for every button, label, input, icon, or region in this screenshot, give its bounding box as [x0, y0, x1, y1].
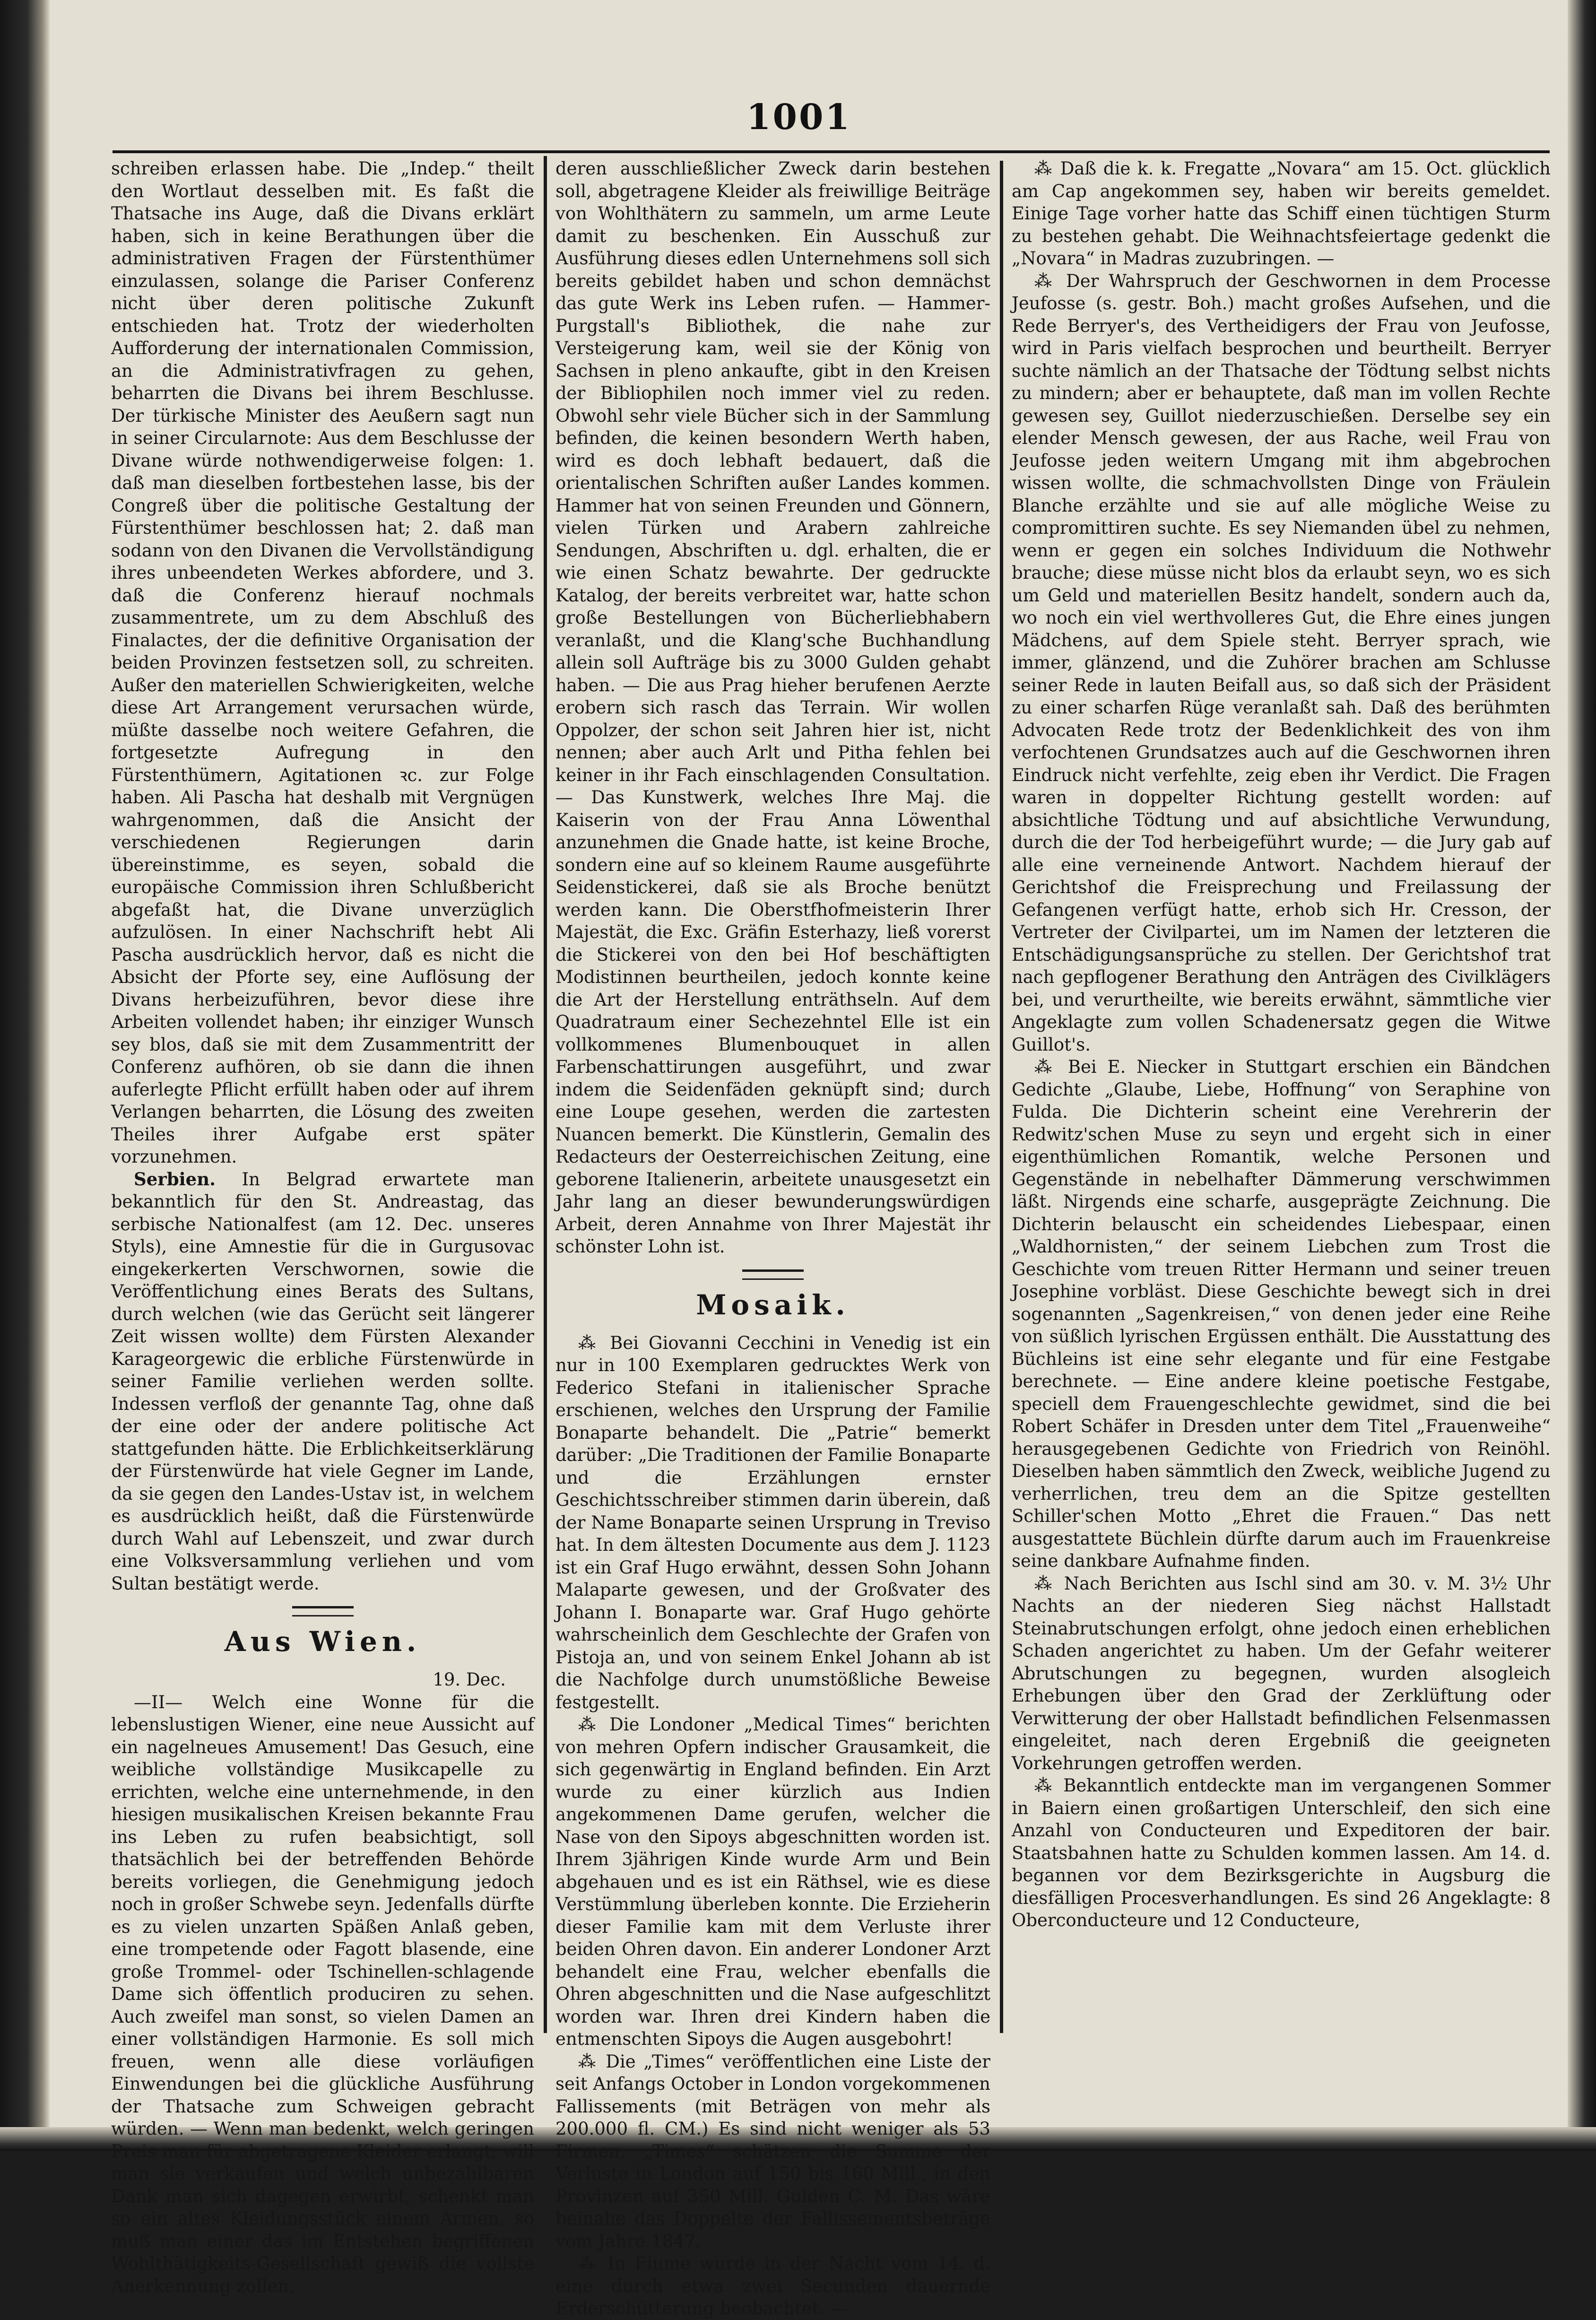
- article-paragraph: ⁂ Daß die k. k. Fregatte „Novara“ am 15. Oct. glücklich am Cap angekommen sey, haben wir bereits gemeldet. Einige Tage vorher hatte das Schiff einen tüchtigen Sturm zu bestehen gehabt. Die Weihnachtsfeiertage gedenkt die „Novara“ in Madras zuzubringen. —: [1012, 158, 1551, 269]
- column-middle: [555, 157, 990, 2319]
- article-paragraph: schreiben erlassen habe. Die „Indep.“ theilt den Wortlaut desselben mit. Es faßt die Thatsache ins Auge, daß die Divans erklärt haben, sich in keine Berathungen über die administrativen Fragen der Fürstenthümer einzulassen, solange die Pariser Conferenz nicht über deren politische Zukunft entschieden hat. Trotz der wiederholten Aufforderung der internationalen Commission, an die Administrativfragen zu gehen, beharrten die Divans bei ihrem Beschlusse. Der türkische Minister des Aeußern sagt nun in seiner Circularnote: Aus dem Beschlusse der Divane würde nothwendigerweise folgen: 1. daß man dieselben fortbestehen lasse, bis der Congreß über die politische Gestaltung der Fürstenthümer beschlossen hat; 2. daß man sodann von den Divanen die Vervollständigung ihres unbeendeten Werkes abfordere, und 3. daß die Conferenz hierauf nochmals zusammentrete, um zu dem Abschluß des Finalactes, der die definitive Organisation der beiden Provinzen festsetzen soll, zu schreiten. Außer den materiellen Schwierigkeiten, welche diese Art Arrangement verursachen würde, müßte dasselbe noch weitere Gefahren, die fortgesetzte Aufregung in den Fürstenthümern, Agitationen ꝛc. zur Folge haben. Ali Pascha hat deshalb mit Vergnügen wahrgenommen, daß die Ansicht der verschiedenen Regierungen darin übereinstimme, es seyen, sobald die europäische Commission ihren Schlußbericht abgefaßt hat, die Divane unverzüglich aufzulösen. In einer Nachschrift hebt Ali Pascha ausdrücklich hervor, daß es nicht die Absicht der Pforte sey, eine Auflösung der Divans herbeizuführen, bevor diese ihre Arbeiten vollendet haben; ihr einziger Wunsch sey blos, daß sie mit dem Zusammentritt der Conferenz aufhören, ob sie dann die ihnen auferlegte Pflicht erfüllt haben oder auf ihrem Verlangen beharrten, die Lösung des zweiten Theiles ihrer Aufgabe erst später vorzunehmen.: [111, 158, 534, 1167]
- heading-rule: [292, 1615, 354, 1616]
- article-paragraph: ⁂ Nach Berichten aus Ischl sind am 30. v. M. 3½ Uhr Nachts an der niederen Sieg nächst Hallstadt Steinabrutschungen erfolgt, ohne jedoch einen erheblichen Schaden angerichtet zu haben. Um der Gefahr weiterer Abrutschungen zu begegnen, wurden alsogleich Erhebungen über den Grad der Zerklüftung oder Verwitterung der ober Hallstadt befindlichen Felsenmassen eingeleitet, nach deren Ergebniß die geeigneten Vorkehrungen getroffen werden.: [1012, 1573, 1551, 1773]
- article-paragraph: —II— Welch eine Wonne für die lebenslustigen Wiener, eine neue Aussicht auf ein nagelneues Amusement! Das Gesuch, eine weibliche vollständige Musikcapelle zu errichten, welche eine unternehmende, in den hiesigen musikalischen Kreisen bekannte Frau ins Leben zu rufen beabsichtigt, soll thatsächlich bei der betreffenden Behörde bereits vorliegen, die Genehmigung jedoch noch in großer Schwebe seyn. Jedenfalls dürfte es zu vielen unzarten Späßen Anlaß geben, eine trompetende oder Fagott blasende, eine große Trommel- oder Tschinellen-schlagende Dame sich öffentlich produciren zu sehen. Auch zweifel man sonst, so vielen Damen an einer vollständigen Harmonie. Es soll mich freuen, wenn alle diese vorläufigen Einwendungen bei die glückliche Ausführung der Thatsache zum Schweigen gebracht würden. — Wenn man bedenkt, welch geringen Preis man für abgetragene Kleider erlangt, will man sie verkaufen und welch unbezahlbaren Dank man sich dagegen erwirbt, schenkt man so ein altes Kleidungsstück einem Armen, so muß man einer das im Entstehen begriffenen Wohlthätigkeits-Gesellschaft gewiß die vollste Anerkennung zollen,: [111, 1692, 534, 2296]
- article-paragraph: ⁂ Bekanntlich entdeckte man im vergangenen Sommer in Baiern einen großartigen Unterschleif, den sich eine Anzahl von Conducteuren und Expeditoren der bair. Staatsbahnen hatte zu Schulden kommen lassen. Am 14. d. begannen vor dem Bezirksgerichte in Augsburg die diesfälligen Procesverhandlungen. Es sind 26 Angeklagte: 8 Oberconducteure und 12 Conducteure,: [1012, 1775, 1551, 1930]
- heading-rule: [742, 1278, 804, 1280]
- page-number: 1001: [746, 97, 851, 138]
- article-paragraph: ⁂ Die Londoner „Medical Times“ berichten von mehren Opfern indischer Grausamkeit, die sich gegenwärtig in England befinden. Ein Arzt wurde zu einer kürzlich aus Indien angekommenen Dame gerufen, welcher die Nase von den Sipoys abgeschnitten worden ist. Ihrem 3jährigen Kinde wurde Arm und Bein abgehauen und es ist ein Räthsel, wie es diese Verstümmlung überleben konnte. Die Erzieherin dieser Familie kam mit dem Verluste ihrer beiden Ohren davon. Ein anderer Londoner Arzt behandelt eine Frau, welcher ebenfalls die Ohren abgeschnitten und die Nase aufgeschlitzt worden war. Ihren drei Kindern haben die entmenschten Sipoys die Augen ausgebohrt!: [555, 1714, 990, 2049]
- section-heading: Mosaik.: [696, 1288, 850, 1321]
- paragraph-text: In Belgrad erwartete man bekanntlich für den St. Andreastag, das serbische Nationalfest (am 12. Dec. unseres Styls), eine Amnestie für die in Gurgusovac eingekerkerten Verschwornen, sowie die Veröffentlichung eines Berats des Sultans, durch welchen (wie das Gerücht seit längerer Zeit wissen wollte) dem Fürsten Alexander Karageorgewic die erbliche Fürstenwürde in seiner Familie verliehen werden sollte. Indessen verfloß der genannte Tag, ohne daß der eine oder der andere politische Act stattgefunden hätte. Die Erblichkeitserklärung der Fürstenwürde hat viele Gegner im Lande, da sie gegen den Landes-Ustav ist, in welchem es ausdrücklich heißt, daß die Fürstenwürde durch Wahl auf Lebenszeit, und zwar durch eine Volksversammlung verliehen und vom Sultan bestätigt werde.: [111, 1169, 534, 1594]
- column-rule-left: [544, 156, 547, 2033]
- article-paragraph: ⁂ Bei Giovanni Cecchini in Venedig ist ein nur in 100 Exemplaren gedrucktes Werk von Federico Stefani in italienischer Sprache erschienen, welches den Ursprung der Familie Bonaparte behandelt. Die „Patrie“ bemerkt darüber: „Die Traditionen der Familie Bonaparte und die Erzählungen ernster Geschichtsschreiber stimmen darin überein, daß der Name Bonaparte seinen Ursprung in Treviso hat. In dem ältesten Documente aus dem J. 1123 ist ein Graf Hugo erwähnt, dessen Sohn Johann Malaparte gewesen, und der Großvater des Johann I. Bonaparte war. Graf Hugo gehörte wahrscheinlich dem Geschlechte der Grafen von Pistoja an, und von seinem Enkel Johann ab ist die Nachfolge durch unumstößliche Beweise festgestellt.: [555, 1332, 990, 1712]
- binding-shadow: [0, 0, 50, 2151]
- article-paragraph: ⁂ In Fiume wurde in der Nacht vom 14. d. eine durch etwa zwei Secunden dauernde Erderschütterung beobachtet. —: [555, 2253, 990, 2319]
- heading-rule: [292, 1606, 354, 1608]
- dateline: 19. Dec.: [433, 1669, 506, 1690]
- article-paragraph: [111, 1168, 534, 1595]
- column-right: [1012, 157, 1551, 2086]
- section-lead: Serbien.: [134, 1168, 216, 1190]
- column-left: [111, 157, 534, 2296]
- heading-rule: [742, 1269, 804, 1272]
- article-paragraph: ⁂ Der Wahrspruch der Geschwornen in dem Processe Jeufosse (s. gestr. Boh.) macht großes Aufsehen, und die Rede Berryer's, des Vertheidigers der Frau von Jeufosse, wird in Paris vielfach besprochen und beurtheilt. Berryer suchte nämlich an der Thatsache der Tödtung selbst nichts zu mindern; aber er behauptete, daß man im vollen Rechte gewesen sey, Guillot niederzuschießen. Derselbe sey ein elender Mensch gewesen, der aus Rache, weil Frau von Jeufosse jeden weitern Umgang mit ihm abgebrochen wissen wollte, die schmachvollsten Dinge von Fräulein Blanche erzählte und sie auf alle mögliche Weise zu compromittiren suchte. Es sey Niemanden übel zu nehmen, wenn er gegen ein solches Individuum die Nothwehr brauche; diese müsse nicht blos da erlaubt seyn, wo es sich um Geld und materiellen Besitz handelt, sondern auch da, wo noch ein viel werthvolleres Gut, die Ehre eines jungen Mädchens, auf dem Spiele steht. Berryer sprach, wie immer, glänzend, und die Zuhörer brachen am Schlusse seiner Rede in lauten Beifall aus, so daß sich der Präsident zu einer scharfen Rüge veranlaßt sah. Daß des berühmten Advocaten Rede trotz der Bedenklichkeit des von ihm verfochtenen Grundsatzes auch auf die Geschwornen ihren Eindruck nicht verfehlte, zeig eben ihr Verdict. Die Fragen waren in doppelter Richtung gestellt worden: auf absichtliche Tödtung und auf absichtliche Verwundung, durch die der Tod herbeigeführt wurde; — die Jury gab auf alle eine verneinende Antwort. Nachdem hierauf der Gerichtshof die Freisprechung und Freilassung der Gefangenen verfügt hatte, erhob sich Hr. Cresson, der Vertreter der Civilpartei, um im Namen der letzteren die Entschädigungsansprüche zu stellen. Der Gerichtshof trat nach gepflogener Berathung den Anträgen des Civilklägers bei, und verurtheilte, wie bereits erwähnt, sämmtliche vier Angeklagte zum vollen Schadenersatz gegen die Witwe Guillot's.: [1012, 270, 1551, 1055]
- column-rule-right: [1000, 161, 1003, 2033]
- section-heading: Aus Wien.: [224, 1625, 421, 1658]
- article-paragraph: ⁂ Bei E. Niecker in Stuttgart erschien ein Bändchen Gedichte „Glaube, Liebe, Hoffnung“ von Seraphine von Fulda. Die Dichterin scheint eine Verehrerin der Redwitz'schen Muse zu seyn und ergeht sich in einer eigenthümlichen Romantik, welche Personen und Gegenstände in nebelhafter Dämmerung verschwimmen läßt. Nirgends eine scharfe, ausgeprägte Zeichnung. Die Dichterin belauscht ein scheidendes Liebespaar, einen „Waldhornisten,“ der seinem Liebchen zum Trost die Geschichte vom treuen Ritter Hermann und seiner treuen Josephine vorbläst. Diese Geschichte bewegt sich in drei sogenannten „Sagenkreisen,“ von denen jeder eine Reihe von süßlich lyrischen Ergüssen enthält. Die Ausstattung des Büchleins ist eine sehr elegante und für eine Festgabe berechnete. — Eine andere kleine poetische Festgabe, speciell dem Frauengeschlechte gewidmet, sind die bei Robert Schäfer in Dresden unter dem Titel „Frauenweihe“ herausgegebenen Gedichte von Friedrich von Reinöhl. Dieselben haben sämmtlich den Zweck, weibliche Jugend zu verherrlichen, treu dem an die Spitze gestellten Schiller'schen Motto „Ehret die Frauen.“ Das nett ausgestattete Büchlein dürfte darum auch im Frauenkreise seine dankbare Aufnahme finden.: [1012, 1057, 1551, 1571]
- scan-edge-right: [1568, 0, 1596, 2151]
- header-rule: [113, 150, 1550, 153]
- article-paragraph: ⁂ Die „Times“ veröffentlichen eine Liste der seit Anfangs October in London vorgekommenen Fallissements (mit Beträgen von mehr als 200.000 fl. CM.) Es sind nicht weniger als 53 Firmen. „Times“ schätzen die Summe der Verluste in London auf 150 bis 160 Mill., in den Provinzen auf 350 Mill. Gulden C. M. Das wäre beinahe das Doppelte der Fallissementsbeträge vom Jahre 1847.: [555, 2051, 990, 2251]
- article-paragraph: deren ausschließlicher Zweck darin bestehen soll, abgetragene Kleider als freiwillige Beiträge von Wohlthätern zu sammeln, um arme Leute damit zu beschenken. Ein Ausschuß zur Ausführung dieses edlen Unternehmens soll sich bereits gebildet haben und schon demnächst das gute Werk ins Leben rufen. — Hammer-Purgstall's Bibliothek, die nahe zur Versteigerung kam, weil sie der König von Sachsen in pleno ankaufte, gibt in den Kreisen der Bibliophilen noch immer viel zu reden. Obwohl sehr viele Bücher sich in der Sammlung befinden, die keinen besondern Werth haben, wird es doch lebhaft bedauert, daß die orientalischen Schriften außer Landes kommen. Hammer hat von seinen Freunden und Gönnern, vielen Türken und Arabern zahlreiche Sendungen, Abschriften u. dgl. erhalten, die er wie einen Schatz bewahrte. Der gedruckte Katalog, der bereits verbreitet war, hatte schon große Bestellungen von Bücherliebhabern veranlaßt, und die Klang'sche Buchhandlung allein soll Aufträge bis zu 3000 Gulden gehabt haben. — Die aus Prag hieher berufenen Aerzte erobern sich rasch das Terrain. Wir wollen Oppolzer, der schon seit Jahren hier ist, nicht nennen; aber auch Arlt und Pitha fehlen bei keiner in ihr Fach einschlagenden Consultation. — Das Kunstwerk, welches Ihre Maj. die Kaiserin von der Frau Anna Löwenthal anzunehmen die Gnade hatte, ist keine Broche, sondern eine auf so kleinem Raume ausgeführte Seidenstickerei, daß sie als Broche benützt werden kann. Die Oberstfhofmeisterin Ihrer Majestät, die Exc. Gräfin Esterhazy, ließ vorerst die Stickerei von den bei Hof beschäftigten Modistinnen beurtheilen, jedoch konnte keine die Art der Herstellung enträthseln. Auf dem Quadratraum einer Sechezehntel Elle ist ein vollkommenes Blumenbouquet in allen Farbenschattirungen ausgeführt, und zwar indem die Seidenfäden geknüpft sind; durch eine Loupe gesehen, werden die zartesten Nuancen bemerkt. Die Künstlerin, Gemalin des Redacteurs der Oesterreichischen Zeitung, eine geborene Italienerin, arbeitete unausgesetzt ein Jahr lang an dieser bewunderungswürdigen Arbeit, deren Annahme von Ihrer Majestät ihr schönster Lohn ist.: [555, 158, 990, 1257]
